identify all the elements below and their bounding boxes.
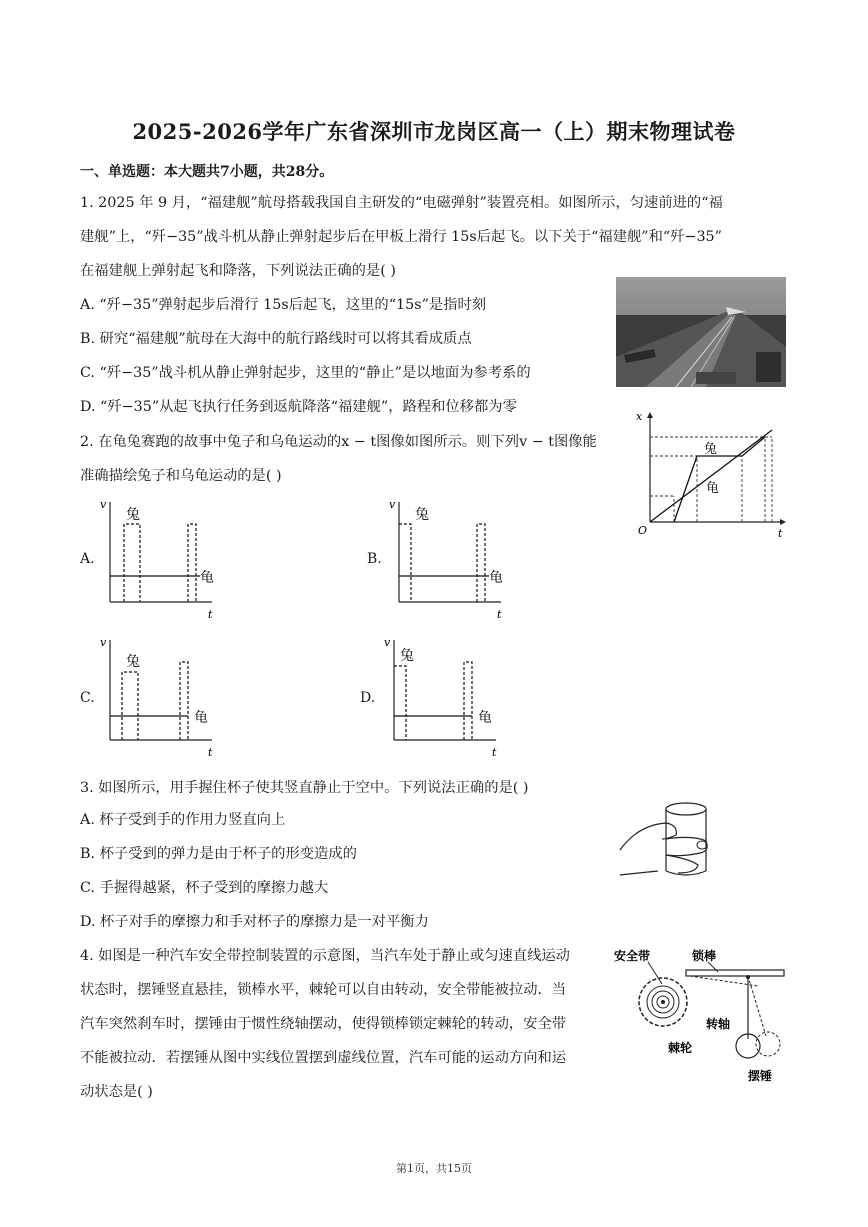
q2-option-c-label[interactable]: C.: [80, 690, 95, 706]
axle-label: 转轴: [706, 1017, 731, 1031]
t-axis-label: t: [492, 746, 497, 759]
turtle-label: 龟: [706, 481, 720, 496]
rabbit-label: 兔: [126, 507, 140, 523]
lock-bar: [686, 970, 784, 976]
rabbit-label: 兔: [415, 507, 429, 523]
q2-option-b-graph[interactable]: [385, 492, 520, 622]
q1-line-2: 建舰”上，“歼−35”战斗机从静止弹射起步后在甲板上滑行 15s后起飞。以下关于“福建舰”和“歼−35”: [80, 229, 722, 245]
q3-option-d[interactable]: D. 杯子对手的摩擦力和手对杯子的摩擦力是一对平衡力: [80, 914, 429, 930]
turtle-label: 龟: [478, 710, 492, 726]
section-heading: 一、单选题：本大题共7小题，共28分。: [80, 164, 334, 180]
origin-label: O: [638, 524, 648, 537]
x-axis-label: x: [636, 410, 643, 423]
q2-option-b-label[interactable]: B.: [367, 551, 382, 567]
q2-line-1: 2. 在龟兔赛跑的故事中兔子和乌龟运动的x − t图像如图所示。则下列v − t图像能: [80, 434, 597, 450]
v-axis-label: v: [100, 636, 107, 649]
v-axis-label: v: [100, 498, 107, 511]
q4-line-1: 4. 如图是一种汽车安全带控制装置的示意图，当汽车处于静止或匀速直线运动: [80, 948, 570, 964]
q4-line-2: 状态时，摆锤竖直悬挂，锁棒水平，棘轮可以自由转动，安全带能被拉动．当: [80, 982, 567, 998]
rabbit-label: 兔: [126, 654, 140, 670]
seatbelt-mechanism: [608, 944, 793, 1084]
lock-bar-label: 锁棒: [692, 949, 717, 963]
q1-line-3: 在福建舰上弹射起飞和降落，下列说法正确的是( ): [80, 263, 396, 279]
q1-option-b[interactable]: B. 研究“福建舰”航母在大海中的航行路线时可以将其看成质点: [80, 331, 472, 347]
turtle-label: 龟: [194, 710, 208, 726]
q2-line-2: 准确描绘兔子和乌龟运动的是( ): [80, 468, 282, 484]
q3-option-b[interactable]: B. 杯子受到的弹力是由于杯子的形变造成的: [80, 846, 357, 862]
rabbit-label: 兔: [400, 648, 414, 664]
q3-option-c[interactable]: C. 手握得越紧，杯子受到的摩擦力越大: [80, 880, 329, 896]
q3-option-a[interactable]: A. 杯子受到手的作用力竖直向上: [80, 812, 286, 828]
q2-option-c-graph[interactable]: [96, 630, 231, 760]
t-axis-label: t: [778, 527, 783, 540]
q1-option-c[interactable]: C. “歼−35”战斗机从静止弹射起步，这里的“静止”是以地面为参考系的: [80, 365, 531, 381]
q1-option-d[interactable]: D. “歼−35”从起飞执行任务到返航降落“福建舰”，路程和位移都为零: [80, 399, 517, 415]
turtle-label: 龟: [200, 570, 214, 586]
q2-option-a-label[interactable]: A.: [80, 551, 95, 567]
hand-cup-figure: [618, 795, 728, 890]
t-axis-label: t: [208, 608, 213, 621]
rabbit-label: 兔: [704, 442, 718, 457]
t-axis-label: t: [497, 608, 502, 621]
q2-option-d-graph[interactable]: [380, 630, 515, 760]
q4-line-4: 不能被拉动．若摆锤从图中实线位置摆到虚线位置，汽车可能的运动方向和运: [80, 1050, 567, 1066]
xt-graph: [632, 410, 787, 540]
q2-option-d-label[interactable]: D.: [360, 690, 376, 706]
q1-line-1: 1. 2025 年 9 月，“福建舰”航母搭载我国自主研发的“电磁弹射”装置亮相。如图所示，匀速前进的“福: [80, 195, 723, 211]
q4-line-3: 汽车突然刹车时，摆锤由于惯性绕轴摆动，使得锁棒锁定棘轮的转动，安全带: [80, 1016, 567, 1032]
turtle-label: 龟: [489, 570, 503, 586]
pendulum-label: 摆锤: [748, 1069, 773, 1083]
v-axis-label: v: [384, 636, 391, 649]
belt-label: 安全带: [614, 949, 651, 963]
q1-option-a[interactable]: A. “歼−35”弹射起步后滑行 15s后起飞，这里的“15s”是指时刻: [80, 297, 487, 313]
page-footer: 第1页，共15页: [396, 1162, 472, 1175]
rabbit-line: [674, 437, 765, 522]
v-axis-label: v: [389, 498, 396, 511]
x-axis-arrow: [647, 412, 653, 418]
q2-option-a-graph[interactable]: [96, 492, 231, 622]
ratchet-label: 棘轮: [668, 1041, 693, 1055]
q3-line-1: 3. 如图所示，用手握住杯子使其竖直静止于空中。下列说法正确的是( ): [80, 780, 529, 796]
q4-line-5: 动状态是( ): [80, 1084, 153, 1100]
page-title: 2025-2026学年广东省深圳市龙岗区高一（上）期末物理试卷: [132, 119, 736, 144]
t-axis-arrow: [780, 519, 786, 525]
t-axis-label: t: [208, 746, 213, 759]
carrier-photo: [616, 277, 786, 387]
